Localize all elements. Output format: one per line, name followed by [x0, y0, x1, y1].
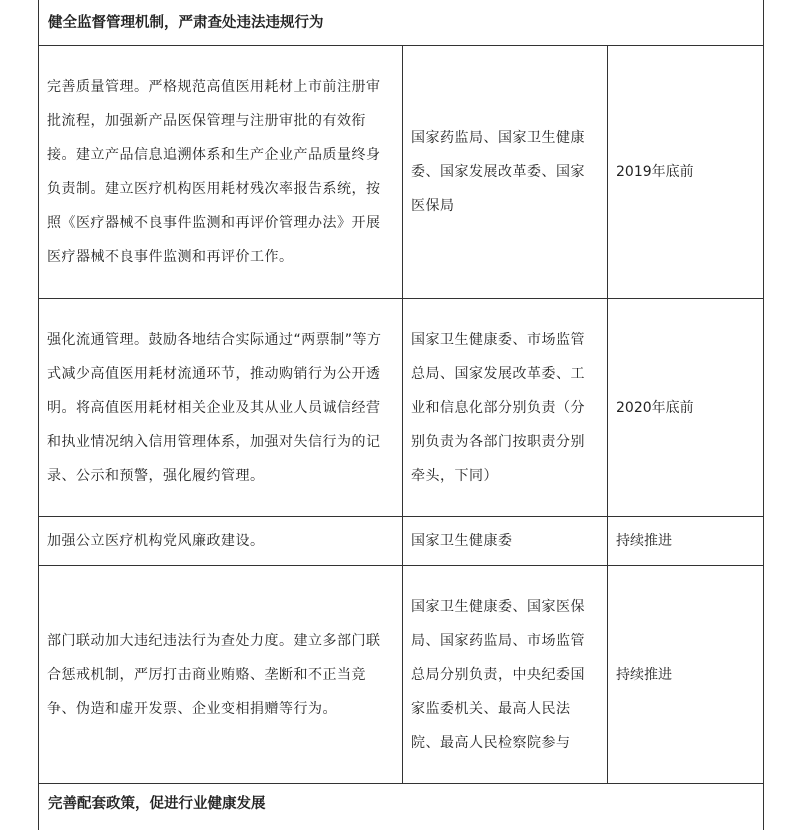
- task-cell: 完善质量管理。严格规范高值医用耗材上市前注册审批流程，加强新产品医保管理与注册审批的有效衔接。建立产品信息追溯体系和生产企业产品质量终身负责制。建立医疗机构医用耗材残次率报告系统，按照《医疗器械不良事件监测和再评价管理办法》开展医疗器械不良事件监测和再评价工作。: [39, 46, 403, 299]
- table-row: [39, 299, 764, 517]
- section-row: [39, 784, 764, 830]
- department-cell: 国家卫生健康委: [403, 517, 608, 566]
- department-cell: 国家药监局、国家卫生健康委、国家发展改革委、国家医保局: [403, 46, 608, 299]
- section-row: [39, 0, 764, 46]
- department-cell: 国家卫生健康委、国家医保局、国家药监局、市场监管总局分别负责，中央纪委国家监委机关、最高人民法院、最高人民检察院参与: [403, 566, 608, 784]
- department-cell: 国家卫生健康委、市场监管总局、国家发展改革委、工业和信息化部分别负责（分别负责为各部门按职责分别牵头，下同）: [403, 299, 608, 517]
- table-row: [39, 46, 764, 299]
- table-row: [39, 566, 764, 784]
- task-cell: 加强公立医疗机构党风廉政建设。: [39, 517, 403, 566]
- policy-table: [38, 0, 764, 830]
- task-cell: 强化流通管理。鼓励各地结合实际通过“两票制”等方式减少高值医用耗材流通环节，推动购销行为公开透明。将高值医用耗材相关企业及其从业人员诚信经营和执业情况纳入信用管理体系，加强对失信行为的记录、公示和预警，强化履约管理。: [39, 299, 403, 517]
- section-title: 完善配套政策，促进行业健康发展: [39, 784, 764, 830]
- deadline-cell: 持续推进: [608, 517, 764, 566]
- task-cell: 部门联动加大违纪违法行为查处力度。建立多部门联合惩戒机制，严厉打击商业贿赂、垄断和不正当竞争、伪造和虚开发票、企业变相捐赠等行为。: [39, 566, 403, 784]
- deadline-cell: 2020年底前: [608, 299, 764, 517]
- section-title: 健全监督管理机制，严肃查处违法违规行为: [39, 0, 764, 46]
- deadline-cell: 2019年底前: [608, 46, 764, 299]
- table-row: [39, 517, 764, 566]
- deadline-cell: 持续推进: [608, 566, 764, 784]
